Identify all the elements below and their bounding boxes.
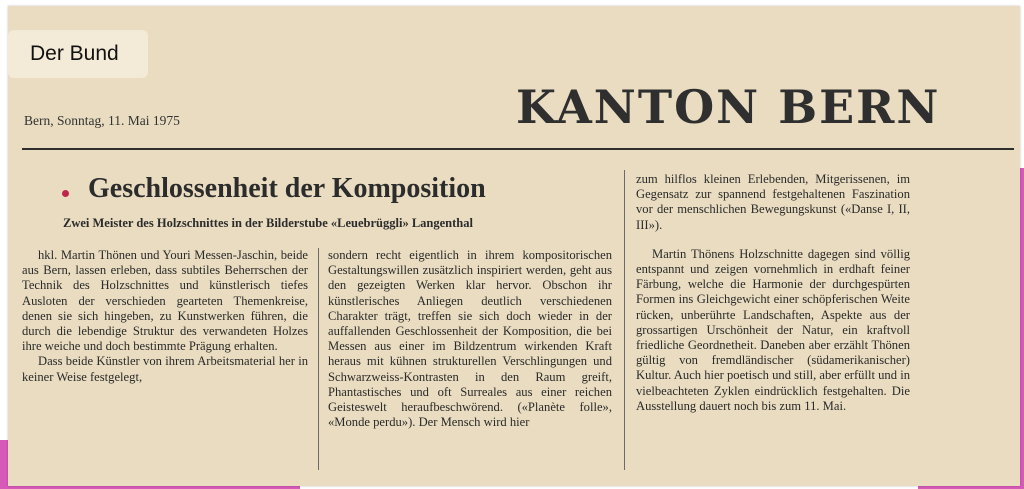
headline: Geschlossenheit der Komposition: [88, 173, 486, 204]
paragraph: Martin Thönens Holzschnitte dagegen sind völlig entspannt und zeigen vornehmlich in erdhaft feiner Färbung, welche die Harmonie der durchgespürten Formen ins Gleichgewicht einer schöpferischen Weite rücken, unberührte Landschaften, Aspekte aus der grossartigen Urschönheit der Natur, ein kraftvoll friedliche Geordnetheit. Daneben aber erzählt Thönen gültig von fremdländischer (südamerikanischer) Kultur. Auch hier poetisch und still, aber erfüllt und in vielbeachteten Zyklen eindrücklich festgehalten. Die Ausstellung dauert noch bis zum 11. Mai.: [636, 246, 910, 413]
article-column-3: [636, 172, 910, 414]
paragraph: Dass beide Künstler von ihrem Arbeitsmaterial her in keiner Weise festgelegt,: [22, 354, 308, 384]
subheadline: Zwei Meister des Holzschnittes in der Bilderstube «Leuebrüggli» Langenthal: [63, 216, 473, 230]
column-rule: [318, 248, 319, 470]
article-column-2: [328, 248, 612, 430]
paragraph: zum hilflos kleinen Erlebenden, Mitgerissenen, im Gegensatz zur spannend festgehaltenen Faszination vor der menschlichen Bewegungskunst («Danse I, II, III»).: [636, 172, 910, 232]
dateline: Bern, Sonntag, 11. Mai 1975: [24, 113, 180, 128]
column-rule: [624, 170, 625, 470]
paragraph: sondern recht eigentlich in ihrem kompositorischen Gestaltungswillen zusätzlich inspiriert werden, geht aus den gezeigten Werken klar hervor. Obschon ihr künstlerisches Anliegen deutlich verschiedenen Charakter trägt, treffen sie sich doch wieder in der auffallenden Geschlossenheit der Komposition, die bei Messen aus einer im Bildzentrum wirkenden Kraft heraus mit kühnen strukturellen Verschlingungen und Schwarzweiss-Kontrasten in den Raum greift, Phantastisches und oft Surreales aus einer reichen Geisteswelt heraufbeschwörend. («Planète folle», «Monde perdu»). Der Mensch wird hier: [328, 248, 612, 430]
masthead-rule: [22, 148, 1014, 150]
paragraph: hkl. Martin Thönen und Youri Messen-Jaschin, beide aus Bern, lassen erleben, dass subtiles Beherrschen der Technik des Holzschnittes und künstlerisch tiefes Ausloten der verschieden gearteten Themenkreise, denen sie sich hingeben, zu Kunstwerken führen, die durch die lebendige Struktur des verwandeten Holzes ihre weiche und doch bestimmte Prägung erhalten.: [22, 248, 308, 354]
masthead: KANTON BERN: [516, 80, 941, 134]
source-label: Der Bund: [8, 30, 148, 78]
article-column-1: [22, 248, 308, 385]
bullet-icon: [62, 190, 69, 197]
